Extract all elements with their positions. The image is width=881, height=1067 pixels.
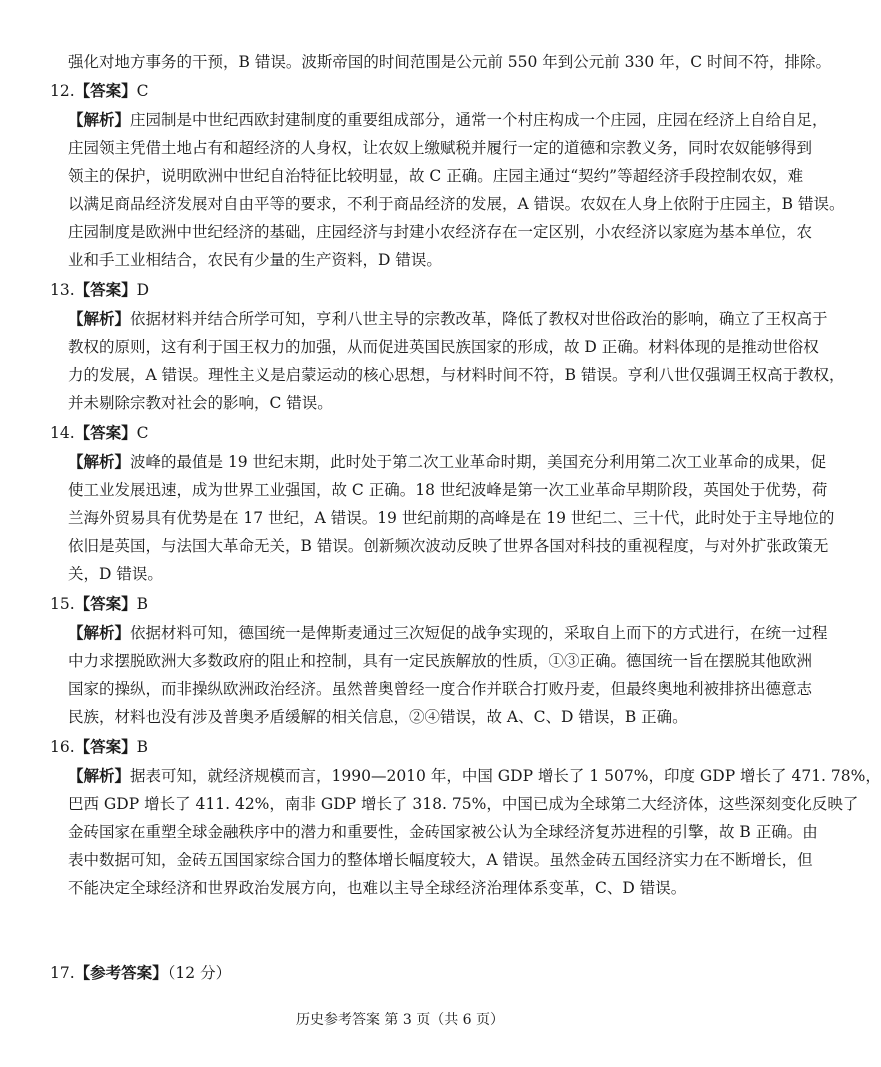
analysis-line: 力的发展，A 错误。理性主义是启蒙运动的核心思想，与材料时间不符，B 错误。亨利八世仅强调王权高于教权， [68,366,845,384]
answer-heading-16 [50,737,148,757]
analysis-line: 金砖国家在重塑全球金融秩序中的潜力和重要性，金砖国家被公认为全球经济复苏进程的引擎，故 B 正确。由 [68,823,818,841]
analysis-line: 国家的操纵，而非操纵欧洲政治经济。虽然普奥曾经一度合作并联合打败丹麦，但最终奥地利被排挤出德意志 [68,680,813,698]
analysis-line [68,110,828,130]
answer-heading-12 [50,81,149,101]
analysis-line [68,452,827,472]
analysis-line: 不能决定全球经济和世界政治发展方向，也难以主导全球经济治理体系变革，C、D 错误。 [68,879,687,897]
answer-tag: 【答案】 [74,423,137,442]
analysis-line: 庄园制度是欧洲中世纪经济的基础，庄园经济与封建小农经济存在一定区别，小农经济以家庭为基本单位，农 [68,223,813,241]
answer-heading-14 [50,423,149,443]
analysis-line: 业和手工业相结合，农民有少量的生产资料，D 错误。 [68,251,442,269]
analysis-line: 表中数据可知，金砖五国国家综合国力的整体增长幅度较大，A 错误。虽然金砖五国经济实力在不断增长，但 [68,851,813,869]
analysis-tag: 【解析】 [68,623,131,642]
score: （12 分） [167,964,232,982]
analysis-line: 关，D 错误。 [68,565,163,583]
answer-value: D [136,281,150,299]
analysis-text: 据表可知，就经济规模而言，1990—2010 年，中国 GDP 增长了 1 507%，印度 GDP 增长了 471. 78%， [130,767,881,785]
analysis-tag: 【解析】 [68,452,131,471]
analysis-text: 波峰的最值是 19 世纪末期，此时处于第二次工业革命时期，美国充分利用第二次工业革命的成果，促 [130,453,827,471]
analysis-tag: 【解析】 [68,766,131,785]
answer-tag: 【答案】 [74,81,137,100]
analysis-line: 依旧是英国，与法国大革命无关，B 错误。创新频次波动反映了世界各国对科技的重视程度，与对外扩张政策无 [68,537,829,555]
question-number: 13. [50,281,75,299]
question-number: 17. [50,964,75,982]
answer-value: B [136,738,149,756]
analysis-text: 庄园制是中世纪西欧封建制度的重要组成部分，通常一个村庄构成一个庄园，庄园在经济上自给自足， [130,111,828,129]
question-number: 15. [50,595,75,613]
analysis-text: 依据材料并结合所学可知，亨利八世主导的宗教改革，降低了教权对世俗政治的影响，确立了王权高于 [130,310,828,328]
answer-tag: 【答案】 [74,594,137,613]
question-number: 12. [50,82,75,100]
answer-heading-15 [50,594,148,614]
analysis-tag: 【解析】 [68,309,131,328]
analysis-tag: 【解析】 [68,110,131,129]
continuation-line: 强化对地方事务的干预，B 错误。波斯帝国的时间范围是公元前 550 年到公元前 330 年，C 时间不符，排除。 [68,53,831,71]
analysis-line: 民族，材料也没有涉及普奥矛盾缓解的相关信息，②④错误，故 A、C、D 错误，B 正确。 [68,708,688,726]
answer-value: C [136,424,149,442]
analysis-text: 依据材料可知，德国统一是俾斯麦通过三次短促的战争实现的，采取自上而下的方式进行，在统一过程 [130,624,828,642]
analysis-line: 中力求摆脱欧洲大多数政府的阻止和控制，具有一定民族解放的性质，①③正确。德国统一旨在摆脱其他欧洲 [68,652,813,670]
analysis-line: 并未剔除宗教对社会的影响，C 错误。 [68,394,333,412]
analysis-line: 巴西 GDP 增长了 411. 42%，南非 GDP 增长了 318. 75%，中国已成为全球第二大经济体，这些深刻变化反映了 [68,795,859,813]
answer-value: B [136,595,149,613]
question-number: 14. [50,424,75,442]
analysis-line: 以满足商品经济发展对自由平等的要求，不利于商品经济的发展，A 错误。农奴在人身上依附于庄园主，B 错误。 [68,195,845,213]
answer-tag: 【答案】 [74,737,137,756]
analysis-line [68,623,828,643]
analysis-line: 教权的原则，这有利于国王权力的加强，从而促进英国民族国家的形成，故 D 正确。材料体现的是推动世俗权 [68,338,819,356]
answer-heading-13 [50,280,149,300]
analysis-line: 领主的保护，说明欧洲中世纪自治特征比较明显，故 C 正确。庄园主通过“契约”等超经济手段控制农奴，难 [68,167,804,185]
page-footer: 历史参考答案 第 3 页（共 6 页） [295,1012,505,1028]
analysis-line: 使工业发展迅速，成为世界工业强国，故 C 正确。18 世纪波峰是第一次工业革命早期阶段，英国处于优势，荷 [68,481,828,499]
answer-heading-17 [50,963,231,983]
analysis-line: 兰海外贸易具有优势是在 17 世纪，A 错误。19 世纪前期的高峰是在 19 世纪二、三十代，此时处于主导地位的 [68,509,835,527]
reference-answer-tag: 【参考答案】 [74,963,168,982]
answer-value: C [136,82,149,100]
analysis-line [68,309,828,329]
analysis-line [68,766,881,786]
answer-tag: 【答案】 [74,280,137,299]
question-number: 16. [50,738,75,756]
analysis-line: 庄园领主凭借土地占有和超经济的人身权，让农奴上缴赋税并履行一定的道德和宗教义务，同时农奴能够得到 [68,139,813,157]
